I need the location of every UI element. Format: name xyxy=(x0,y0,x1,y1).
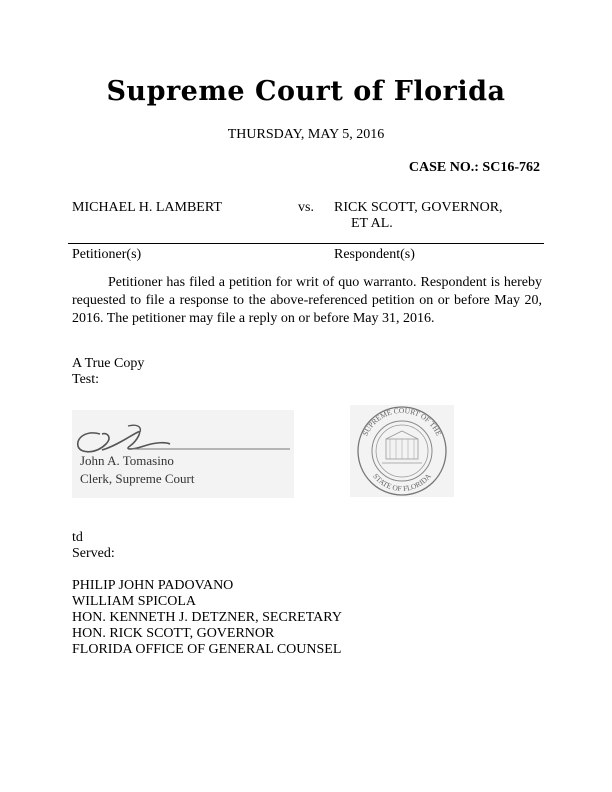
seal-text-top: SUPREME COURT OF THE xyxy=(360,405,444,438)
respondent-name-line2: ET AL. xyxy=(351,216,393,231)
list-item: FLORIDA OFFICE OF GENERAL COUNSEL xyxy=(72,642,342,657)
clerk-name: John A. Tomasino xyxy=(80,453,174,468)
served-list xyxy=(72,578,342,658)
respondent-name-line1: RICK SCOTT, GOVERNOR, xyxy=(334,200,503,215)
list-item: HON. KENNETH J. DETZNER, SECRETARY xyxy=(72,610,342,625)
list-item: HON. RICK SCOTT, GOVERNOR xyxy=(72,626,275,641)
respondent-role: Respondent(s) xyxy=(334,247,415,262)
order-date: THURSDAY, MAY 5, 2016 xyxy=(227,127,385,142)
true-copy-block xyxy=(72,356,144,388)
petitioner-name: MICHAEL H. LAMBERT xyxy=(72,200,222,215)
list-item: WILLIAM SPICOLA xyxy=(72,594,197,609)
case-number: CASE NO.: SC16-762 xyxy=(408,160,540,175)
served-label: Served: xyxy=(72,546,115,561)
caption-divider xyxy=(68,243,544,244)
initials: td xyxy=(72,530,83,545)
seal-text-bottom: STATE OF FLORIDA xyxy=(371,471,433,494)
versus-label: vs. xyxy=(298,200,314,215)
order-text: Petitioner has filed a petition for writ of quo warranto. Respondent is hereby requested to file a response to the above-referenced petition on or before May 20, 2016. The petitioner may file a reply on or before May 31, 2016. xyxy=(72,275,542,326)
test-label: Test: xyxy=(72,372,100,387)
court-seal xyxy=(350,405,454,497)
court-title: Supreme Court of Florida xyxy=(106,76,506,107)
true-copy-label: A True Copy xyxy=(72,356,145,371)
clerk-title: Clerk, Supreme Court xyxy=(80,471,195,486)
seal-image xyxy=(350,405,454,497)
petitioner-role: Petitioner(s) xyxy=(72,247,142,262)
list-item: PHILIP JOHN PADOVANO xyxy=(72,578,234,593)
